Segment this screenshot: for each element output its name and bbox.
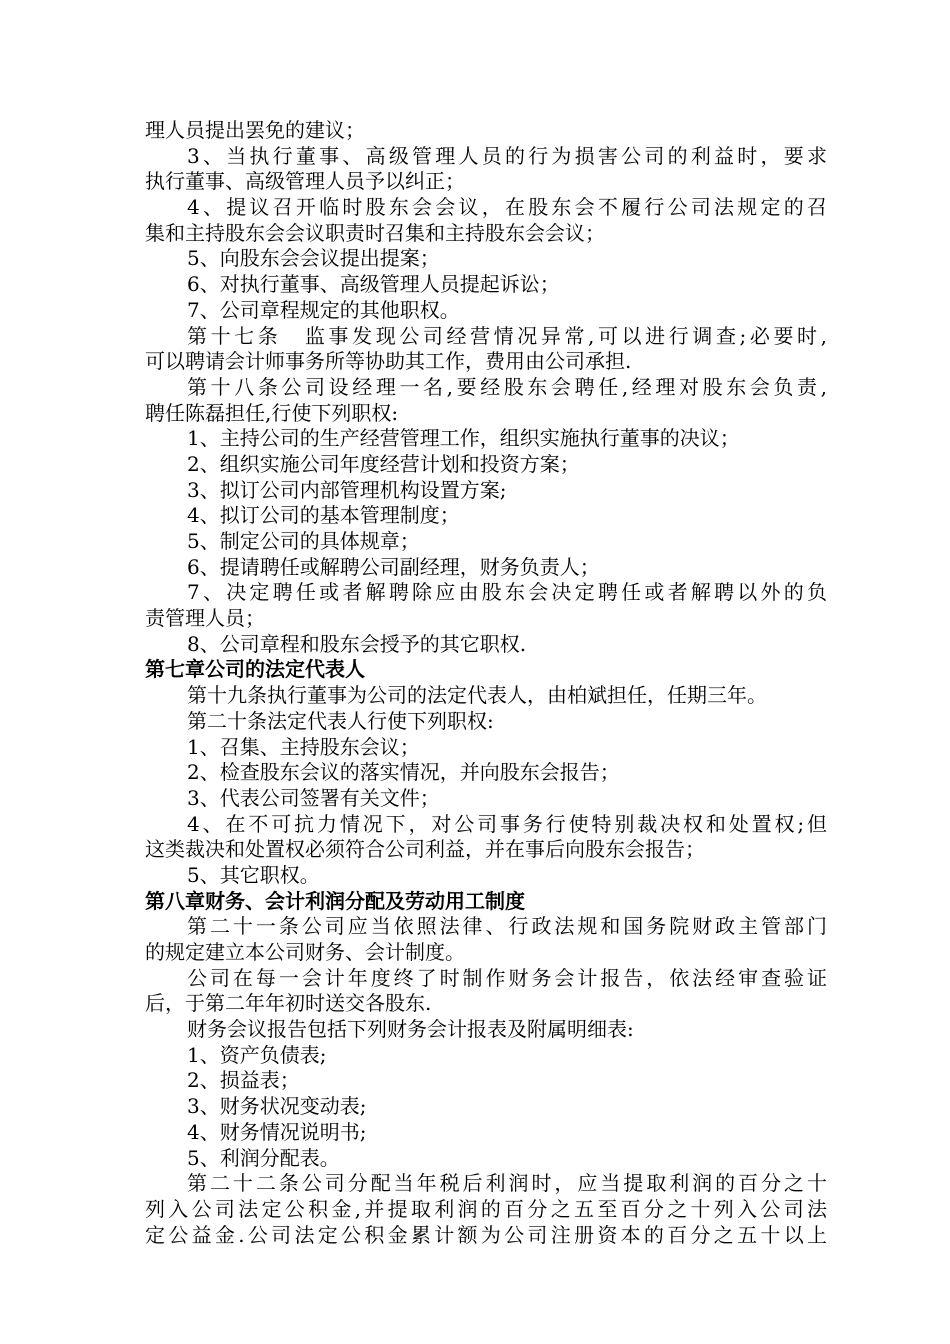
text-line: 1、资产负债表;	[187, 1042, 327, 1067]
text-line: 3、财务状况变动表;	[187, 1094, 367, 1119]
text-line: 1、召集、主持股东会议；	[187, 734, 420, 759]
text-line: 7、公司章程规定的其他职权。	[187, 297, 460, 322]
text-line: 这类裁决和处置权必须符合公司利益，并在事后向股东会报告；	[145, 837, 705, 862]
text-line: 列入公司法定公积金,并提取利润的百分之五至百分之十列入公司法	[145, 1196, 827, 1221]
document-page	[145, 118, 827, 1248]
text-line: 4、在不可抗力情况下，对公司事务行使特别裁决权和处置权;但	[187, 811, 827, 836]
text-line: 理人员提出罢免的建议；	[145, 118, 365, 142]
text-line: 6、提请聘任或解聘公司副经理，财务负责人；	[187, 554, 600, 579]
text-line: 2、检查股东会议的落实情况，并向股东会报告；	[187, 760, 620, 785]
text-line: 8、公司章程和股东会授予的其它职权.	[187, 631, 527, 656]
text-line: 5、其它职权。	[187, 862, 320, 887]
text-line: 3、当执行董事、高级管理人员的行为损害公司的利益时，要求	[187, 143, 827, 168]
text-line: 2、组织实施公司年度经营计划和投资方案；	[187, 451, 580, 476]
text-line: 聘任陈磊担任,行使下列职权:	[145, 400, 399, 425]
text-line: 第十八条公司设经理一名,要经股东会聘任,经理对股东会负责,	[187, 374, 827, 399]
chapter-heading: 第七章公司的法定代表人	[145, 657, 365, 682]
text-line: 第十七条 监事发现公司经营情况异常,可以进行调查;必要时,	[187, 323, 827, 348]
text-line: 第二十一条公司应当依照法律、行政法规和国务院财政主管部门	[187, 914, 827, 939]
text-line: 4、提议召开临时股东会会议，在股东会不履行公司法规定的召	[187, 195, 827, 220]
text-line: 第十九条执行董事为公司的法定代表人，由柏斌担任，任期三年。	[187, 683, 767, 708]
chapter-heading: 第八章财务、会计利润分配及劳动用工制度	[145, 888, 525, 913]
text-line: 可以聘请会计师事务所等协助其工作，费用由公司承担.	[145, 349, 632, 374]
text-line: 6、对执行董事、高级管理人员提起诉讼；	[187, 272, 560, 297]
text-line: 4、财务情况说明书;	[187, 1119, 367, 1144]
text-line: 的规定建立本公司财务、会计制度。	[145, 940, 465, 964]
text-line: 7、决定聘任或者解聘除应由股东会决定聘任或者解聘以外的负	[187, 580, 827, 605]
text-line: 5、制定公司的具体规章；	[187, 529, 420, 553]
text-line: 5、向股东会会议提出提案；	[187, 246, 440, 271]
text-line: 2、损益表；	[187, 1068, 300, 1093]
text-line: 1、主持公司的生产经营管理工作，组织实施执行董事的决议；	[187, 426, 740, 451]
text-line: 定公益金.公司法定公积金累计额为公司注册资本的百分之五十以上	[145, 1222, 827, 1247]
text-line: 后，于第二年年初时送交各股东.	[145, 991, 432, 1016]
text-line: 责管理人员；	[145, 606, 265, 631]
text-line: 3、代表公司签署有关文件；	[187, 785, 440, 810]
text-line: 3、拟订公司内部管理机构设置方案;	[187, 477, 507, 502]
text-line: 财务会议报告包括下列财务会计报表及附属明细表:	[187, 1017, 634, 1042]
text-line: 第二十二条公司分配当年税后利润时，应当提取利润的百分之十	[187, 1171, 827, 1196]
text-line: 第二十条法定代表人行使下列职权:	[187, 708, 494, 733]
text-line: 集和主持股东会会议职责时召集和主持股东会会议；	[145, 220, 605, 245]
text-line: 4、拟订公司的基本管理制度；	[187, 503, 460, 528]
text-line: 公司在每一会计年度终了时制作财务会计报告，依法经审查验证	[187, 965, 827, 990]
text-line: 执行董事、高级管理人员予以纠正；	[145, 169, 465, 194]
text-line: 5、利润分配表。	[187, 1145, 340, 1170]
